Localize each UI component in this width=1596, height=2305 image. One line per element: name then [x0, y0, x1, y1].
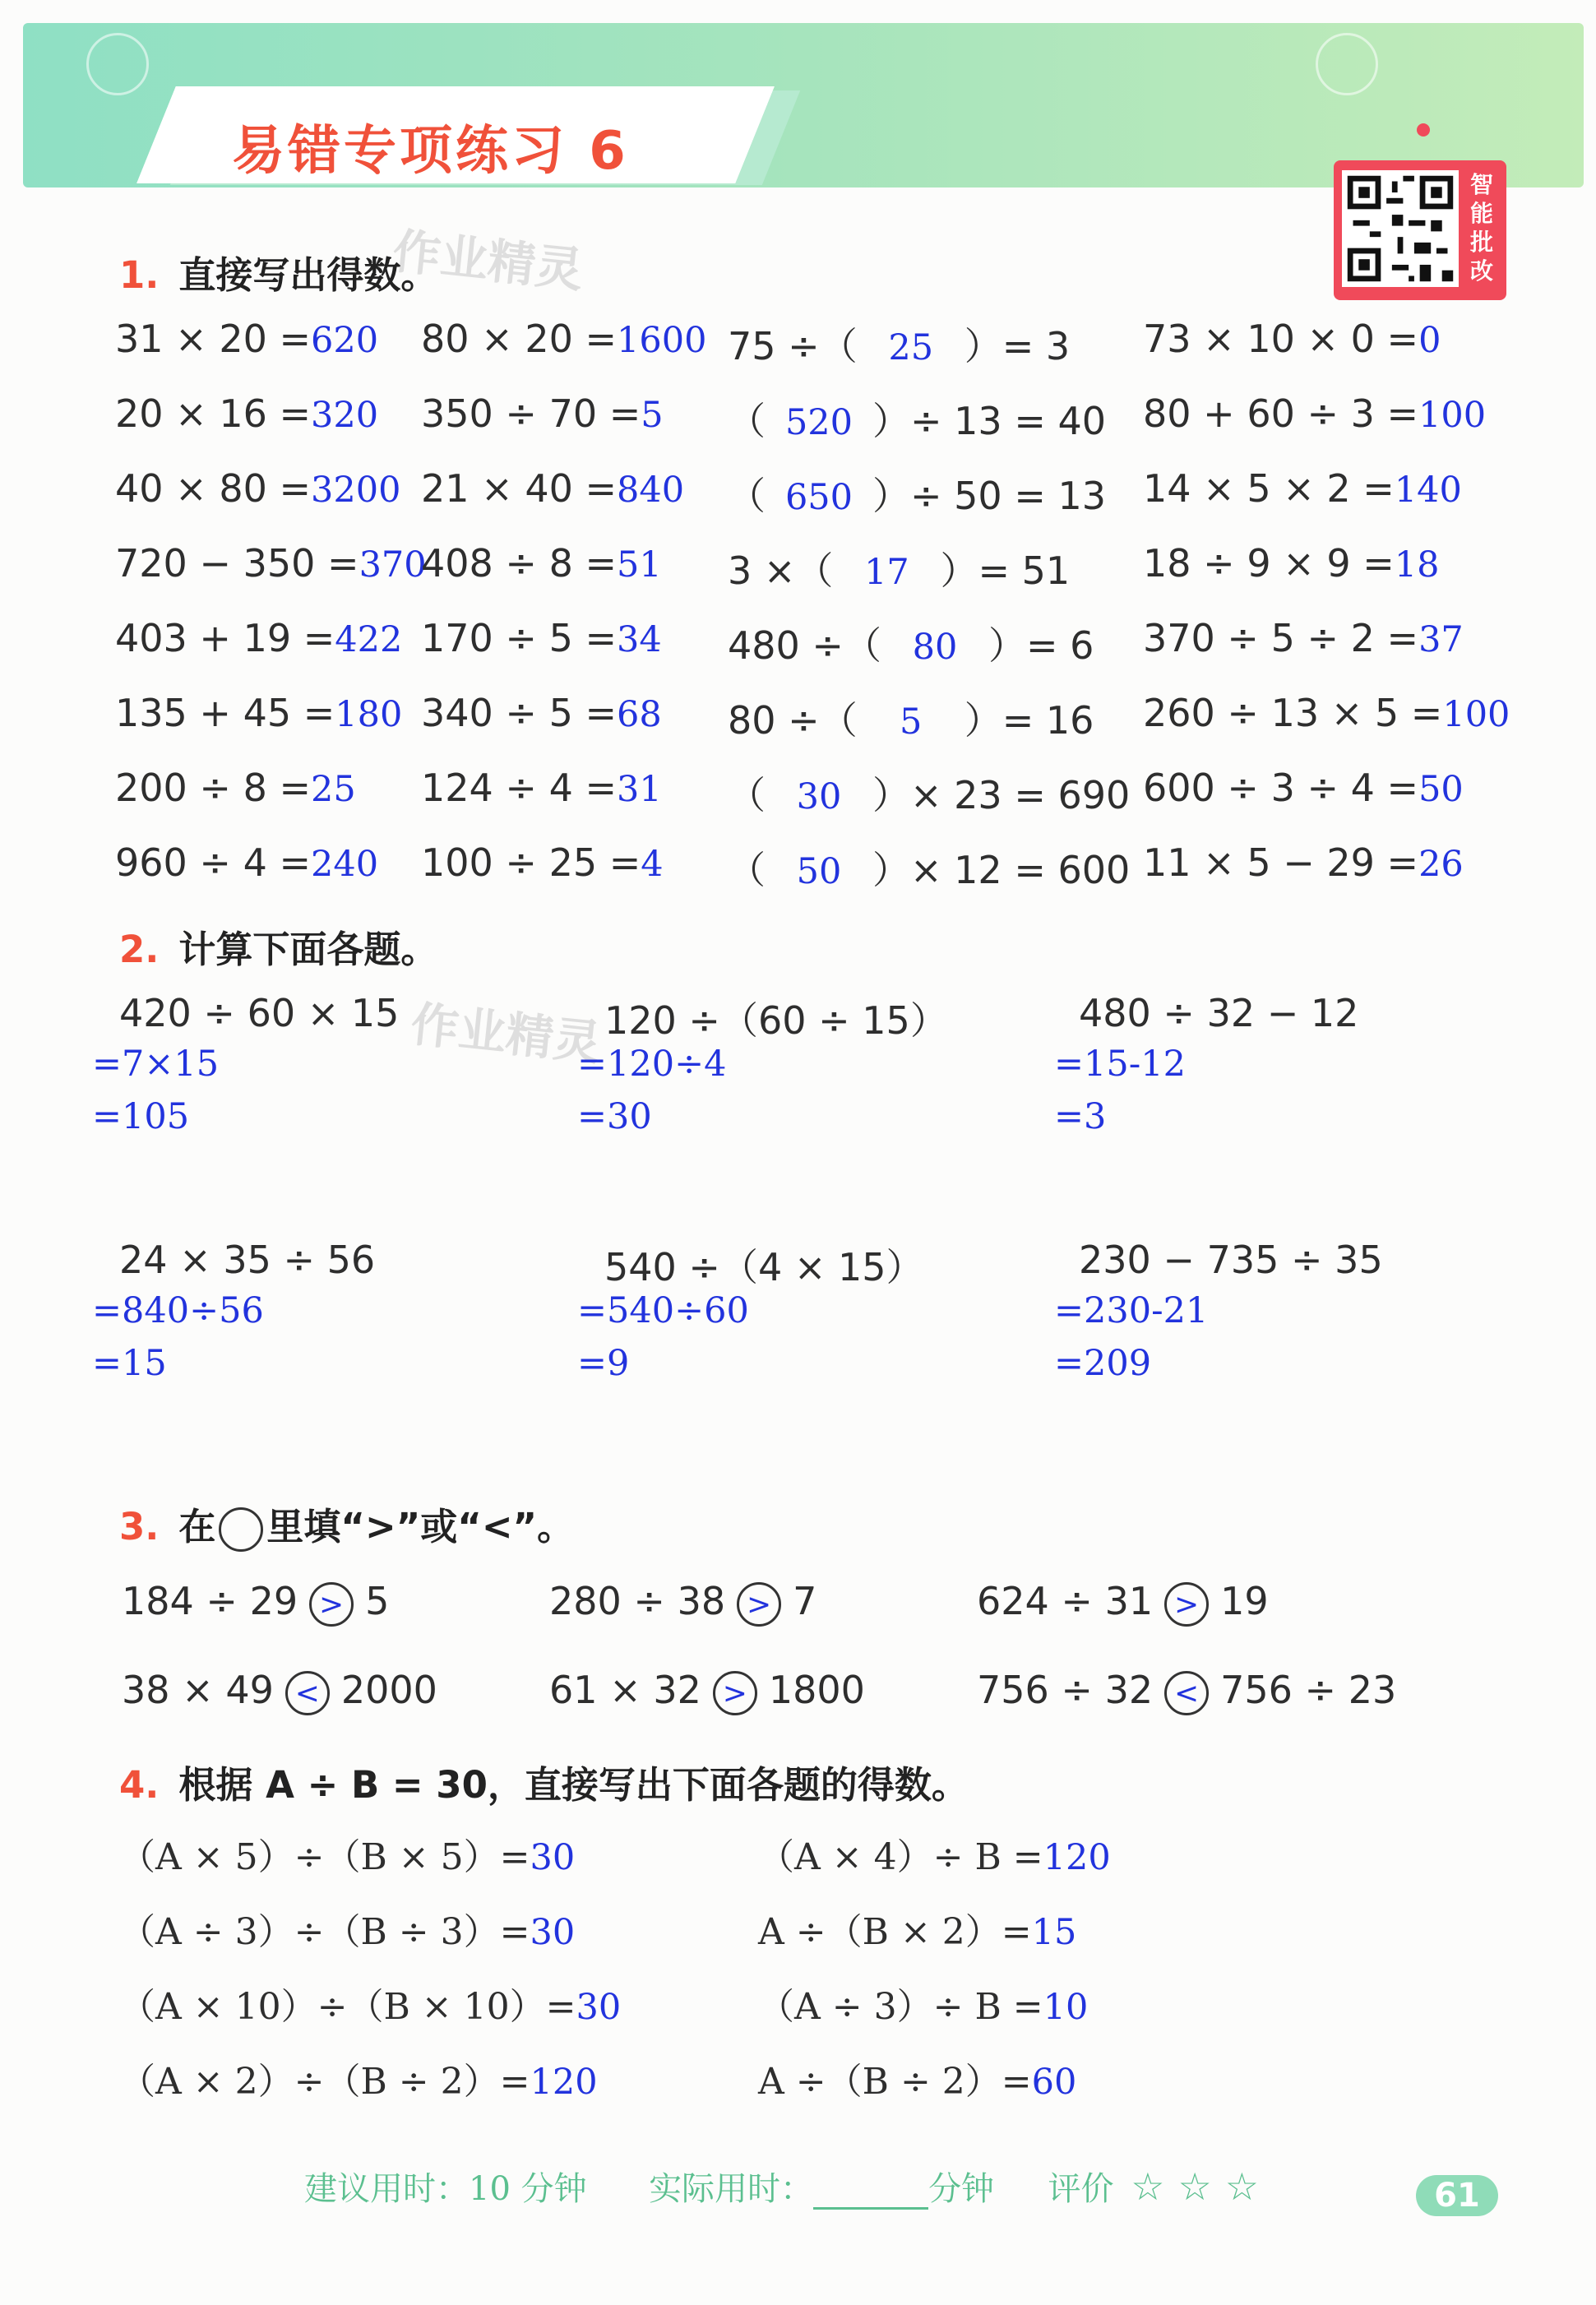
exercise-item: [421, 766, 662, 810]
exercise-answer: 5: [900, 701, 923, 743]
compare-circle-icon[interactable]: [1164, 1582, 1209, 1627]
section-title: 根据 A ÷ B = 30，直接写出下面各题的得数。: [178, 1763, 969, 1807]
section-number: 4.: [119, 1763, 160, 1807]
exercise-answer: 26: [1418, 844, 1464, 885]
exercise-answer: 5: [641, 395, 664, 436]
compare-circle-icon[interactable]: [713, 1671, 757, 1715]
exercise-question: 200 ÷ 8 =: [115, 766, 312, 810]
star-icon[interactable]: ☆: [1224, 2164, 1259, 2209]
calc-step: =840÷56: [92, 1290, 264, 1331]
exercise-question-tail: ）× 23 = 690: [872, 773, 1131, 817]
decor-circle: [86, 33, 149, 95]
exercise-question: （: [728, 773, 766, 817]
exercise-question: 408 ÷ 8 =: [421, 541, 618, 586]
rating-label: 评价: [1048, 2170, 1114, 2208]
exercise-question: 370 ÷ 5 ÷ 2 =: [1143, 616, 1419, 660]
exercise-item: [728, 840, 1130, 895]
compare-item: [122, 1668, 437, 1715]
derived-item: [119, 2052, 598, 2104]
star-icon[interactable]: ☆: [1177, 2164, 1212, 2209]
derived-question: A ÷（B × 2）=: [758, 1911, 1032, 1953]
exercise-question-tail: ）= 51: [940, 548, 1071, 593]
exercise-question: 403 + 19 =: [115, 616, 335, 660]
suggested-time: 建议用时：10 分钟: [304, 2170, 587, 2208]
exercise-item: [728, 691, 1094, 745]
footer: [304, 2163, 1265, 2210]
calc-step: =7×15: [92, 1044, 220, 1085]
compare-right: 5: [365, 1579, 390, 1623]
exercise-answer: 370: [359, 544, 427, 586]
exercise-item: [1143, 616, 1464, 660]
compare-left: 280 ÷ 38: [549, 1579, 726, 1623]
section-1-heading: [119, 245, 437, 299]
compare-symbol: <: [1174, 1676, 1200, 1710]
derived-answer: 30: [576, 1987, 622, 2028]
page-title: 易错专项练习 6: [232, 121, 629, 182]
exercise-item: [728, 317, 1070, 371]
exercise-answer: 4: [641, 844, 664, 885]
exercise-question: 20 × 16 =: [115, 391, 312, 436]
exercise-question: 73 × 10 × 0 =: [1143, 317, 1419, 361]
exercise-item: [421, 616, 662, 660]
exercise-answer: 422: [335, 619, 403, 660]
exercise-question: 80 + 60 ÷ 3 =: [1143, 391, 1419, 436]
compare-right: 2000: [340, 1668, 437, 1712]
exercise-item: [1143, 691, 1510, 735]
exercise-answer: 51: [617, 544, 662, 586]
compare-item: [549, 1579, 817, 1627]
compare-item: [549, 1668, 865, 1715]
exercise-question: 600 ÷ 3 ÷ 4 =: [1143, 766, 1419, 810]
compare-circle-icon: [219, 1507, 263, 1552]
exercise-answer: 34: [617, 619, 662, 660]
derived-item: [119, 1902, 575, 1955]
compare-circle-icon[interactable]: [1164, 1671, 1209, 1715]
exercise-item: [728, 541, 1070, 595]
star-icon[interactable]: ☆: [1131, 2164, 1165, 2209]
qr-hanger: [1417, 123, 1430, 137]
exercise-item: [1143, 391, 1486, 436]
derived-item: [758, 1977, 1088, 2030]
exercise-answer: 650: [784, 477, 854, 518]
compare-circle-icon[interactable]: [737, 1582, 781, 1627]
section-2-heading: [119, 919, 437, 973]
qr-label: 智能批改: [1469, 171, 1493, 285]
exercise-answer: 1600: [617, 320, 707, 361]
exercise-item: [115, 391, 378, 436]
exercise-question: 340 ÷ 5 =: [421, 691, 618, 735]
exercise-question: 720 − 350 =: [115, 541, 359, 586]
exercise-answer: 17: [864, 552, 909, 593]
compare-symbol: <: [294, 1676, 320, 1710]
compare-right: 756 ÷ 23: [1220, 1668, 1397, 1712]
derived-item: [758, 1827, 1111, 1880]
exercise-question-tail: ）÷ 13 = 40: [872, 399, 1107, 443]
exercise-question: 40 × 80 =: [115, 466, 312, 511]
exercise-answer: 140: [1394, 470, 1462, 511]
exercise-question: 960 ÷ 4 =: [115, 840, 312, 885]
exercise-item: [1143, 317, 1441, 361]
calc-step: =230-21: [1054, 1290, 1209, 1331]
exercise-answer: 240: [311, 844, 379, 885]
exercise-question-tail: ）= 3: [964, 324, 1071, 368]
exercise-question: 31 × 20 =: [115, 317, 312, 361]
compare-right: 7: [793, 1579, 817, 1623]
exercise-question: 260 ÷ 13 × 5 =: [1143, 691, 1443, 735]
exercise-answer: 100: [1418, 395, 1487, 436]
derived-answer: 120: [1043, 1837, 1111, 1878]
exercise-question: （: [728, 848, 766, 892]
exercise-answer: 68: [617, 694, 662, 735]
derived-question: （A ÷ 3）÷（B ÷ 3）=: [119, 1911, 530, 1953]
derived-answer: 120: [530, 2062, 598, 2103]
exercise-question: 11 × 5 − 29 =: [1143, 840, 1419, 885]
actual-time-blank[interactable]: [813, 2174, 928, 2210]
actual-time-label: 实际用时：: [649, 2170, 814, 2208]
exercise-question: 100 ÷ 25 =: [421, 840, 641, 885]
compare-left: 756 ÷ 32: [977, 1668, 1154, 1712]
exercise-answer: 50: [796, 851, 842, 892]
exercise-answer: 3200: [311, 470, 401, 511]
calc-question: 120 ÷（60 ÷ 15）: [604, 998, 948, 1043]
compare-symbol: >: [1174, 1587, 1200, 1622]
qr-code-icon: [1342, 170, 1459, 287]
derived-question: （A × 10）÷（B × 10）=: [119, 1986, 576, 2028]
exercise-item: [728, 766, 1130, 820]
exercise-answer: 840: [617, 470, 685, 511]
exercise-item: [421, 466, 684, 511]
compare-left: 624 ÷ 31: [977, 1579, 1154, 1623]
compare-item: [122, 1579, 389, 1627]
exercise-question: 14 × 5 × 2 =: [1143, 466, 1395, 511]
exercise-question: 75 ÷（: [728, 324, 858, 368]
calc-result: =209: [1054, 1343, 1152, 1384]
exercise-item: [115, 541, 427, 586]
derived-answer: 60: [1031, 2062, 1077, 2103]
exercise-question: 124 ÷ 4 =: [421, 766, 618, 810]
calc-result: =105: [92, 1096, 190, 1137]
compare-item: [977, 1579, 1269, 1627]
calc-result: =9: [577, 1343, 630, 1384]
exercise-question: 170 ÷ 5 =: [421, 616, 618, 660]
compare-symbol: >: [722, 1676, 747, 1710]
derived-question: （A × 5）÷（B × 5）=: [119, 1836, 530, 1878]
compare-left: 184 ÷ 29: [122, 1579, 298, 1623]
exercise-answer: 520: [784, 402, 854, 443]
compare-left: 61 × 32: [549, 1668, 701, 1712]
exercise-item: [115, 317, 378, 361]
derived-item: [119, 1827, 575, 1880]
exercise-question-tail: ）× 12 = 600: [872, 848, 1131, 892]
section-number: 3.: [119, 1505, 160, 1548]
derived-answer: 10: [1043, 1987, 1089, 2028]
calc-result: =15: [92, 1343, 167, 1384]
derived-question: A ÷（B ÷ 2）=: [758, 2061, 1032, 2103]
section-title: 里填“>”或“<”。: [266, 1505, 575, 1548]
exercise-answer: 0: [1418, 320, 1441, 361]
exercise-question-tail: ）÷ 50 = 13: [872, 474, 1107, 518]
exercise-answer: 50: [1418, 769, 1464, 810]
derived-question: （A × 2）÷（B ÷ 2）=: [119, 2061, 530, 2103]
exercise-question-tail: ）= 16: [964, 698, 1094, 743]
derived-item: [758, 2052, 1076, 2104]
derived-item: [758, 1902, 1076, 1955]
calc-step: =15-12: [1054, 1044, 1186, 1085]
exercise-item: [1143, 541, 1440, 586]
exercise-item: [728, 466, 1106, 521]
exercise-question: 80 ÷（: [728, 698, 858, 743]
exercise-item: [728, 616, 1094, 670]
compare-circle-icon[interactable]: [309, 1582, 354, 1627]
compare-right: 1800: [768, 1668, 865, 1712]
derived-answer: 15: [1031, 1912, 1077, 1953]
section-title: 在: [178, 1505, 216, 1548]
compare-symbol: >: [319, 1587, 345, 1622]
exercise-answer: 18: [1394, 544, 1440, 586]
exercise-item: [115, 616, 402, 660]
calc-question: 480 ÷ 32 − 12: [1079, 991, 1359, 1035]
exercise-question: 80 × 20 =: [421, 317, 618, 361]
exercise-answer: 320: [311, 395, 379, 436]
calc-question: 540 ÷（4 × 15）: [604, 1245, 924, 1289]
exercise-item: [421, 691, 662, 735]
calc-step: =120÷4: [577, 1044, 727, 1085]
exercise-item: [421, 541, 662, 586]
calc-step: =540÷60: [577, 1290, 749, 1331]
exercise-question-tail: ）= 6: [988, 623, 1094, 668]
exercise-item: [1143, 766, 1464, 810]
exercise-answer: 37: [1418, 619, 1464, 660]
exercise-answer: 620: [311, 320, 379, 361]
exercise-question: 3 ×（: [728, 548, 834, 593]
section-3-heading: [119, 1497, 574, 1552]
minutes-label: 分钟: [928, 2170, 995, 2208]
calc-result: =30: [577, 1096, 652, 1137]
exercise-question: （: [728, 474, 766, 518]
exercise-answer: 100: [1442, 694, 1510, 735]
exercise-item: [1143, 840, 1464, 885]
exercise-item: [728, 391, 1106, 446]
exercise-item: [421, 840, 664, 885]
exercise-item: [115, 840, 378, 885]
watermark: 作业精灵: [390, 223, 586, 299]
watermark: 作业精灵: [408, 996, 604, 1072]
qr-code-panel[interactable]: [1334, 160, 1506, 300]
exercise-question: （: [728, 399, 766, 443]
exercise-item: [421, 317, 706, 361]
decor-circle: [1316, 33, 1378, 95]
page-number: 61: [1416, 2175, 1498, 2216]
exercise-answer: 25: [311, 769, 356, 810]
exercise-item: [115, 691, 402, 735]
exercise-question: 135 + 45 =: [115, 691, 335, 735]
calc-question: 230 − 735 ÷ 35: [1079, 1238, 1383, 1282]
exercise-answer: 31: [617, 769, 662, 810]
section-number: 2.: [119, 928, 160, 971]
derived-question: （A × 4）÷ B =: [758, 1836, 1043, 1878]
compare-symbol: >: [747, 1587, 772, 1622]
derived-answer: 30: [530, 1912, 576, 1953]
compare-circle-icon[interactable]: [285, 1671, 330, 1715]
calc-result: =3: [1054, 1096, 1107, 1137]
exercise-item: [421, 391, 664, 436]
exercise-question: 480 ÷（: [728, 623, 881, 668]
derived-item: [119, 1977, 621, 2030]
exercise-question: 21 × 40 =: [421, 466, 618, 511]
section-number: 1.: [119, 253, 160, 297]
exercise-answer: 25: [888, 327, 934, 368]
compare-left: 38 × 49: [122, 1668, 274, 1712]
exercise-item: [115, 466, 400, 511]
exercise-answer: 80: [912, 627, 958, 668]
derived-question: （A ÷ 3）÷ B =: [758, 1986, 1043, 2028]
section-4-heading: [119, 1755, 969, 1808]
section-title: 计算下面各题。: [178, 928, 438, 971]
compare-item: [977, 1668, 1396, 1715]
exercise-answer: 30: [796, 776, 842, 817]
exercise-question: 18 ÷ 9 × 9 =: [1143, 541, 1395, 586]
calc-question: 24 × 35 ÷ 56: [119, 1238, 376, 1282]
calc-question: 420 ÷ 60 × 15: [119, 991, 400, 1035]
exercise-item: [1143, 466, 1462, 511]
exercise-item: [115, 766, 356, 810]
compare-right: 19: [1220, 1579, 1269, 1623]
section-title: 直接写出得数。: [178, 253, 438, 297]
derived-answer: 30: [530, 1837, 576, 1878]
exercise-answer: 180: [335, 694, 403, 735]
exercise-question: 350 ÷ 70 =: [421, 391, 641, 436]
